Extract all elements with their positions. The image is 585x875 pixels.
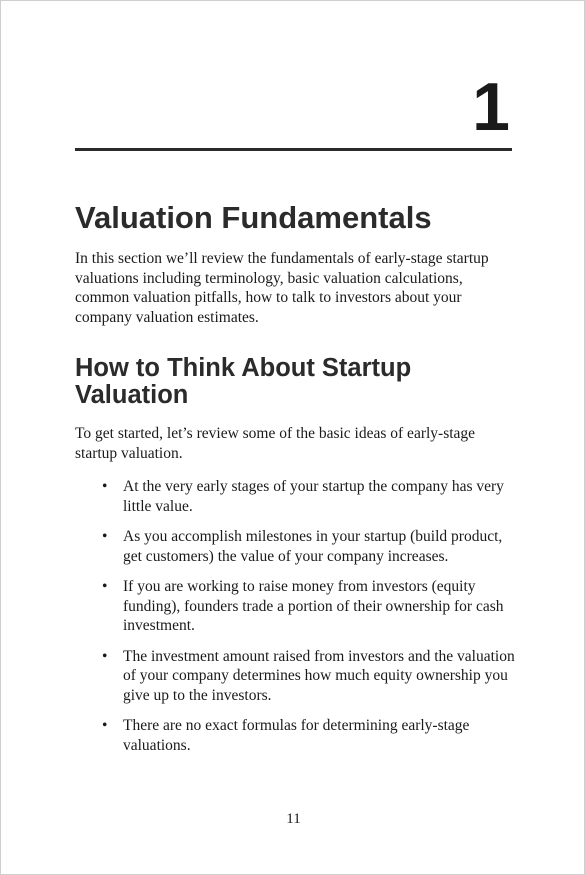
chapter-number: 1 bbox=[472, 69, 510, 145]
bullet-marker: • bbox=[102, 647, 108, 665]
list-item bbox=[75, 527, 515, 566]
bullet-text: There are no exact formulas for determining early-stage valuations. bbox=[123, 717, 470, 754]
bullet-text: The investment amount raised from investors and the valuation of your company determines how much equity ownership you give up to the investors. bbox=[123, 647, 515, 704]
subsection-title: How to Think About Startup Valuation bbox=[75, 354, 412, 409]
section-title: Valuation Fundamentals bbox=[75, 200, 432, 235]
bullet-marker: • bbox=[102, 578, 108, 595]
bullet-text: As you accomplish milestones in your startup (build product, get customers) the value of your company increases. bbox=[123, 528, 503, 565]
page-content bbox=[75, 199, 515, 766]
bullet-text: If you are working to raise money from investors (equity funding), founders trade a portion of their ownership for cash investment. bbox=[123, 578, 504, 634]
list-item bbox=[75, 577, 515, 636]
list-item bbox=[75, 647, 515, 706]
section-intro: In this section we’ll review the fundamentals of early-stage startup valuations including terminology, basic valuation calculations, common valuation pitfalls, how to talk to investors about your company valuation estimates. bbox=[75, 250, 489, 326]
page-number: 11 bbox=[286, 811, 301, 827]
bullet-marker: • bbox=[102, 717, 108, 734]
bullet-text: At the very early stages of your startup the company has very little value. bbox=[123, 478, 504, 515]
bullet-marker: • bbox=[102, 528, 108, 545]
list-item bbox=[75, 477, 515, 516]
list-item bbox=[75, 716, 515, 755]
bullet-list bbox=[75, 477, 515, 755]
chapter-divider bbox=[75, 148, 512, 151]
subsection-intro: To get started, let’s review some of the basic ideas of early-stage startup valuation. bbox=[75, 425, 476, 462]
bullet-marker: • bbox=[102, 478, 108, 495]
